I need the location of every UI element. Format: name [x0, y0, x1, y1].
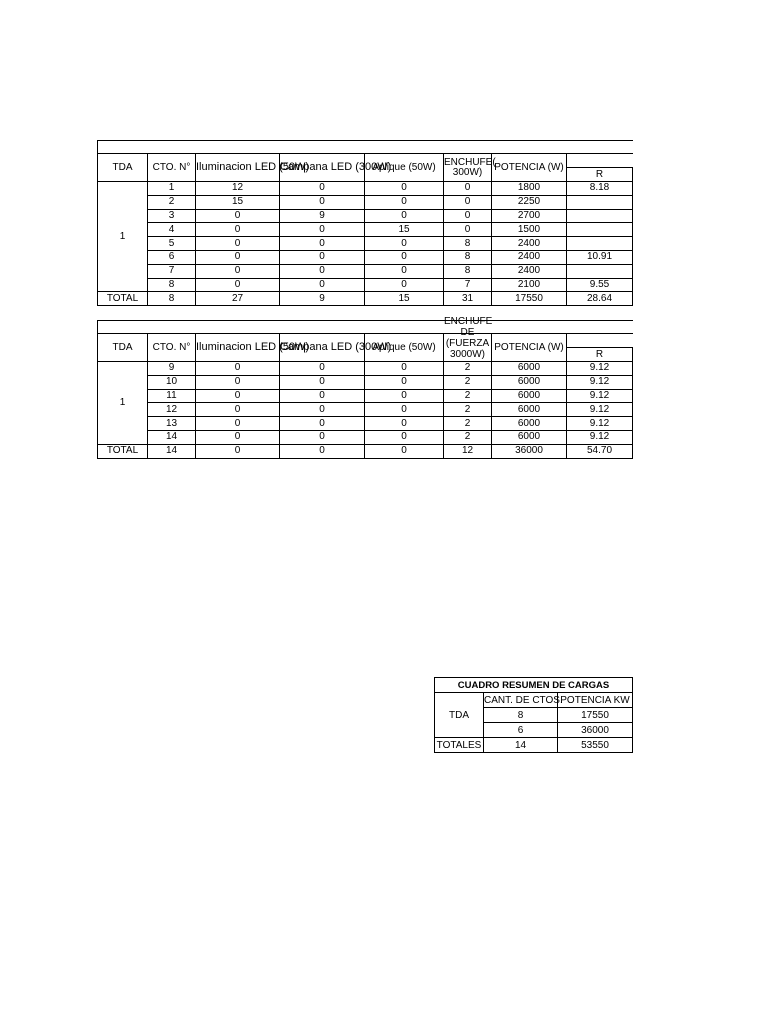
cell-campana: 0	[280, 362, 365, 376]
cell-campana: 9	[280, 209, 365, 223]
summary-title: CUADRO RESUMEN DE CARGAS	[435, 678, 633, 693]
table-row	[98, 209, 633, 223]
load-table-2	[97, 316, 633, 459]
cell-led: 0	[196, 417, 280, 431]
cell-aplique: 0	[365, 278, 444, 292]
cell-enchufe: 2	[444, 389, 492, 403]
cell-campana: 0	[280, 195, 365, 209]
table-row	[98, 362, 633, 376]
cell-led: 0	[196, 209, 280, 223]
cell-r: 9.12	[567, 403, 633, 417]
cell-r	[567, 209, 633, 223]
summary-header-ctos: CANT. DE CTOS.	[484, 694, 563, 706]
cell-r	[567, 264, 633, 278]
table-top-band	[98, 321, 633, 334]
cell-led: 0	[196, 278, 280, 292]
cell-enchufe: 0	[444, 209, 492, 223]
cell-cto: 1	[148, 182, 196, 196]
cell-enchufe: 8	[444, 237, 492, 251]
table-row	[98, 195, 633, 209]
table-row	[98, 403, 633, 417]
cell-enchufe: 0	[444, 182, 492, 196]
total-aplique: 15	[365, 292, 444, 306]
cell-led: 0	[196, 223, 280, 237]
header-tda: TDA	[98, 334, 148, 362]
cell-potencia: 2100	[492, 278, 567, 292]
tda-cell: 1	[98, 362, 148, 445]
table-row	[98, 389, 633, 403]
summary-totals-potencia: 53550	[558, 738, 633, 753]
cell-campana: 0	[280, 182, 365, 196]
table-row	[98, 223, 633, 237]
cell-campana: 0	[280, 237, 365, 251]
cell-cto: 9	[148, 362, 196, 376]
header-potencia: POTENCIA (W)	[492, 334, 567, 362]
total-campana: 9	[280, 292, 365, 306]
cell-potencia: 6000	[492, 403, 567, 417]
cell-r: 9.12	[567, 362, 633, 376]
total-row	[98, 444, 633, 458]
cell-campana: 0	[280, 223, 365, 237]
cell-aplique: 0	[365, 403, 444, 417]
cell-potencia: 6000	[492, 389, 567, 403]
cell-r: 10.91	[567, 250, 633, 264]
total-row	[98, 292, 633, 306]
cell-potencia: 2400	[492, 237, 567, 251]
header-r: R	[567, 168, 633, 182]
cell-cto: 5	[148, 237, 196, 251]
cell-aplique: 0	[365, 417, 444, 431]
total-aplique: 0	[365, 444, 444, 458]
cell-cto: 7	[148, 264, 196, 278]
cell-r: 9.12	[567, 430, 633, 444]
cell-aplique: 0	[365, 389, 444, 403]
cell-potencia: 1800	[492, 182, 567, 196]
cell-r: 9.12	[567, 417, 633, 431]
cell-cto: 11	[148, 389, 196, 403]
summary-totals-row	[435, 738, 633, 753]
cell-led: 0	[196, 237, 280, 251]
table-row	[98, 250, 633, 264]
total-potencia: 36000	[492, 444, 567, 458]
cell-potencia: 2700	[492, 209, 567, 223]
cell-enchufe: 0	[444, 223, 492, 237]
summary-totals-label: TOTALES	[435, 738, 484, 753]
header-tda: TDA	[98, 154, 148, 182]
cell-cto: 12	[148, 403, 196, 417]
cell-potencia: 2400	[492, 264, 567, 278]
cell-cto: 8	[148, 278, 196, 292]
cell-r: 9.12	[567, 389, 633, 403]
summary-totals-ctos: 14	[484, 738, 558, 753]
table-row	[98, 278, 633, 292]
header-aplique: Aplique (50W)	[365, 154, 444, 182]
header-cto: CTO. N°	[148, 334, 196, 362]
total-potencia: 17550	[492, 292, 567, 306]
header-row	[98, 154, 633, 168]
header-led: Iluminacion LED (50W)	[196, 334, 280, 362]
cell-r: 9.12	[567, 375, 633, 389]
total-cto: 8	[148, 292, 196, 306]
total-r: 28.64	[567, 292, 633, 306]
cell-led: 0	[196, 403, 280, 417]
cell-potencia: 1500	[492, 223, 567, 237]
cell-led: 0	[196, 264, 280, 278]
cell-cto: 2	[148, 195, 196, 209]
table-row	[98, 182, 633, 196]
cell-potencia: 6000	[492, 417, 567, 431]
cell-campana: 0	[280, 250, 365, 264]
cell-cto: 10	[148, 375, 196, 389]
summary-header-potencia: POTENCIA KW	[558, 693, 633, 708]
load-table-1	[97, 140, 633, 306]
header-aplique: Aplique (50W)	[365, 334, 444, 362]
cell-enchufe: 2	[444, 403, 492, 417]
cell-led: 0	[196, 375, 280, 389]
header-campana: Campana LED (300W)	[280, 334, 365, 362]
summary-tda-label: TDA	[435, 693, 484, 738]
total-label: TOTAL	[98, 292, 148, 306]
header-cto: CTO. N°	[148, 154, 196, 182]
cell-led: 0	[196, 362, 280, 376]
cell-led: 12	[196, 182, 280, 196]
total-led: 27	[196, 292, 280, 306]
total-cto: 14	[148, 444, 196, 458]
cell-enchufe: 2	[444, 362, 492, 376]
cell-enchufe: 8	[444, 250, 492, 264]
total-label: TOTAL	[98, 444, 148, 458]
cell-aplique: 0	[365, 237, 444, 251]
cell-aplique: 15	[365, 223, 444, 237]
table-row	[98, 237, 633, 251]
cell-led: 15	[196, 195, 280, 209]
summary-ctos: 6	[484, 723, 558, 738]
cell-campana: 0	[280, 375, 365, 389]
cell-aplique: 0	[365, 362, 444, 376]
total-campana: 0	[280, 444, 365, 458]
cell-cto: 3	[148, 209, 196, 223]
header-enchufe: ENCHUFE( 300W)	[444, 154, 492, 182]
cell-r: 8.18	[567, 182, 633, 196]
cell-led: 0	[196, 250, 280, 264]
header-row	[98, 334, 633, 348]
cell-campana: 0	[280, 264, 365, 278]
cell-aplique: 0	[365, 375, 444, 389]
header-enchufe	[444, 316, 493, 362]
header-enchufe-text: ENCHUFE DE (FUERZA 3000W)	[444, 316, 493, 360]
cell-campana: 0	[280, 403, 365, 417]
cell-cto: 4	[148, 223, 196, 237]
cell-enchufe: 0	[444, 195, 492, 209]
cell-campana: 0	[280, 417, 365, 431]
cell-potencia: 6000	[492, 430, 567, 444]
cell-led: 0	[196, 430, 280, 444]
table-top-band	[98, 141, 633, 154]
cell-campana: 0	[280, 389, 365, 403]
summary-potencia: 17550	[558, 708, 633, 723]
table-row	[98, 417, 633, 431]
cell-potencia: 2400	[492, 250, 567, 264]
cell-potencia: 2250	[492, 195, 567, 209]
cell-aplique: 0	[365, 430, 444, 444]
table-row	[98, 264, 633, 278]
header-campana: Campana LED (300W)	[280, 154, 365, 182]
cell-enchufe: 7	[444, 278, 492, 292]
cell-aplique: 0	[365, 182, 444, 196]
header-r: R	[567, 348, 633, 362]
table-row	[98, 375, 633, 389]
cell-enchufe: 2	[444, 417, 492, 431]
cell-potencia: 6000	[492, 375, 567, 389]
summary-ctos: 8	[484, 708, 558, 723]
cell-enchufe: 2	[444, 375, 492, 389]
cell-led: 0	[196, 389, 280, 403]
total-led: 0	[196, 444, 280, 458]
cell-aplique: 0	[365, 195, 444, 209]
summary-potencia: 36000	[558, 723, 633, 738]
cell-enchufe: 8	[444, 264, 492, 278]
cell-aplique: 0	[365, 209, 444, 223]
total-r: 54.70	[567, 444, 633, 458]
cell-r	[567, 237, 633, 251]
header-led: Iluminacion LED (50W)	[196, 154, 280, 182]
cell-campana: 0	[280, 278, 365, 292]
cell-aplique: 0	[365, 264, 444, 278]
tda-cell: 1	[98, 182, 148, 292]
cell-campana: 0	[280, 430, 365, 444]
cell-r: 9.55	[567, 278, 633, 292]
total-enchufe: 31	[444, 292, 492, 306]
load-summary-table	[434, 677, 633, 753]
cell-r	[567, 195, 633, 209]
table-row	[98, 430, 633, 444]
cell-r	[567, 223, 633, 237]
cell-enchufe: 2	[444, 430, 492, 444]
cell-aplique: 0	[365, 250, 444, 264]
total-enchufe: 12	[444, 444, 492, 458]
cell-cto: 13	[148, 417, 196, 431]
cell-potencia: 6000	[492, 362, 567, 376]
header-potencia: POTENCIA (W)	[492, 154, 567, 182]
cell-cto: 14	[148, 430, 196, 444]
cell-cto: 6	[148, 250, 196, 264]
